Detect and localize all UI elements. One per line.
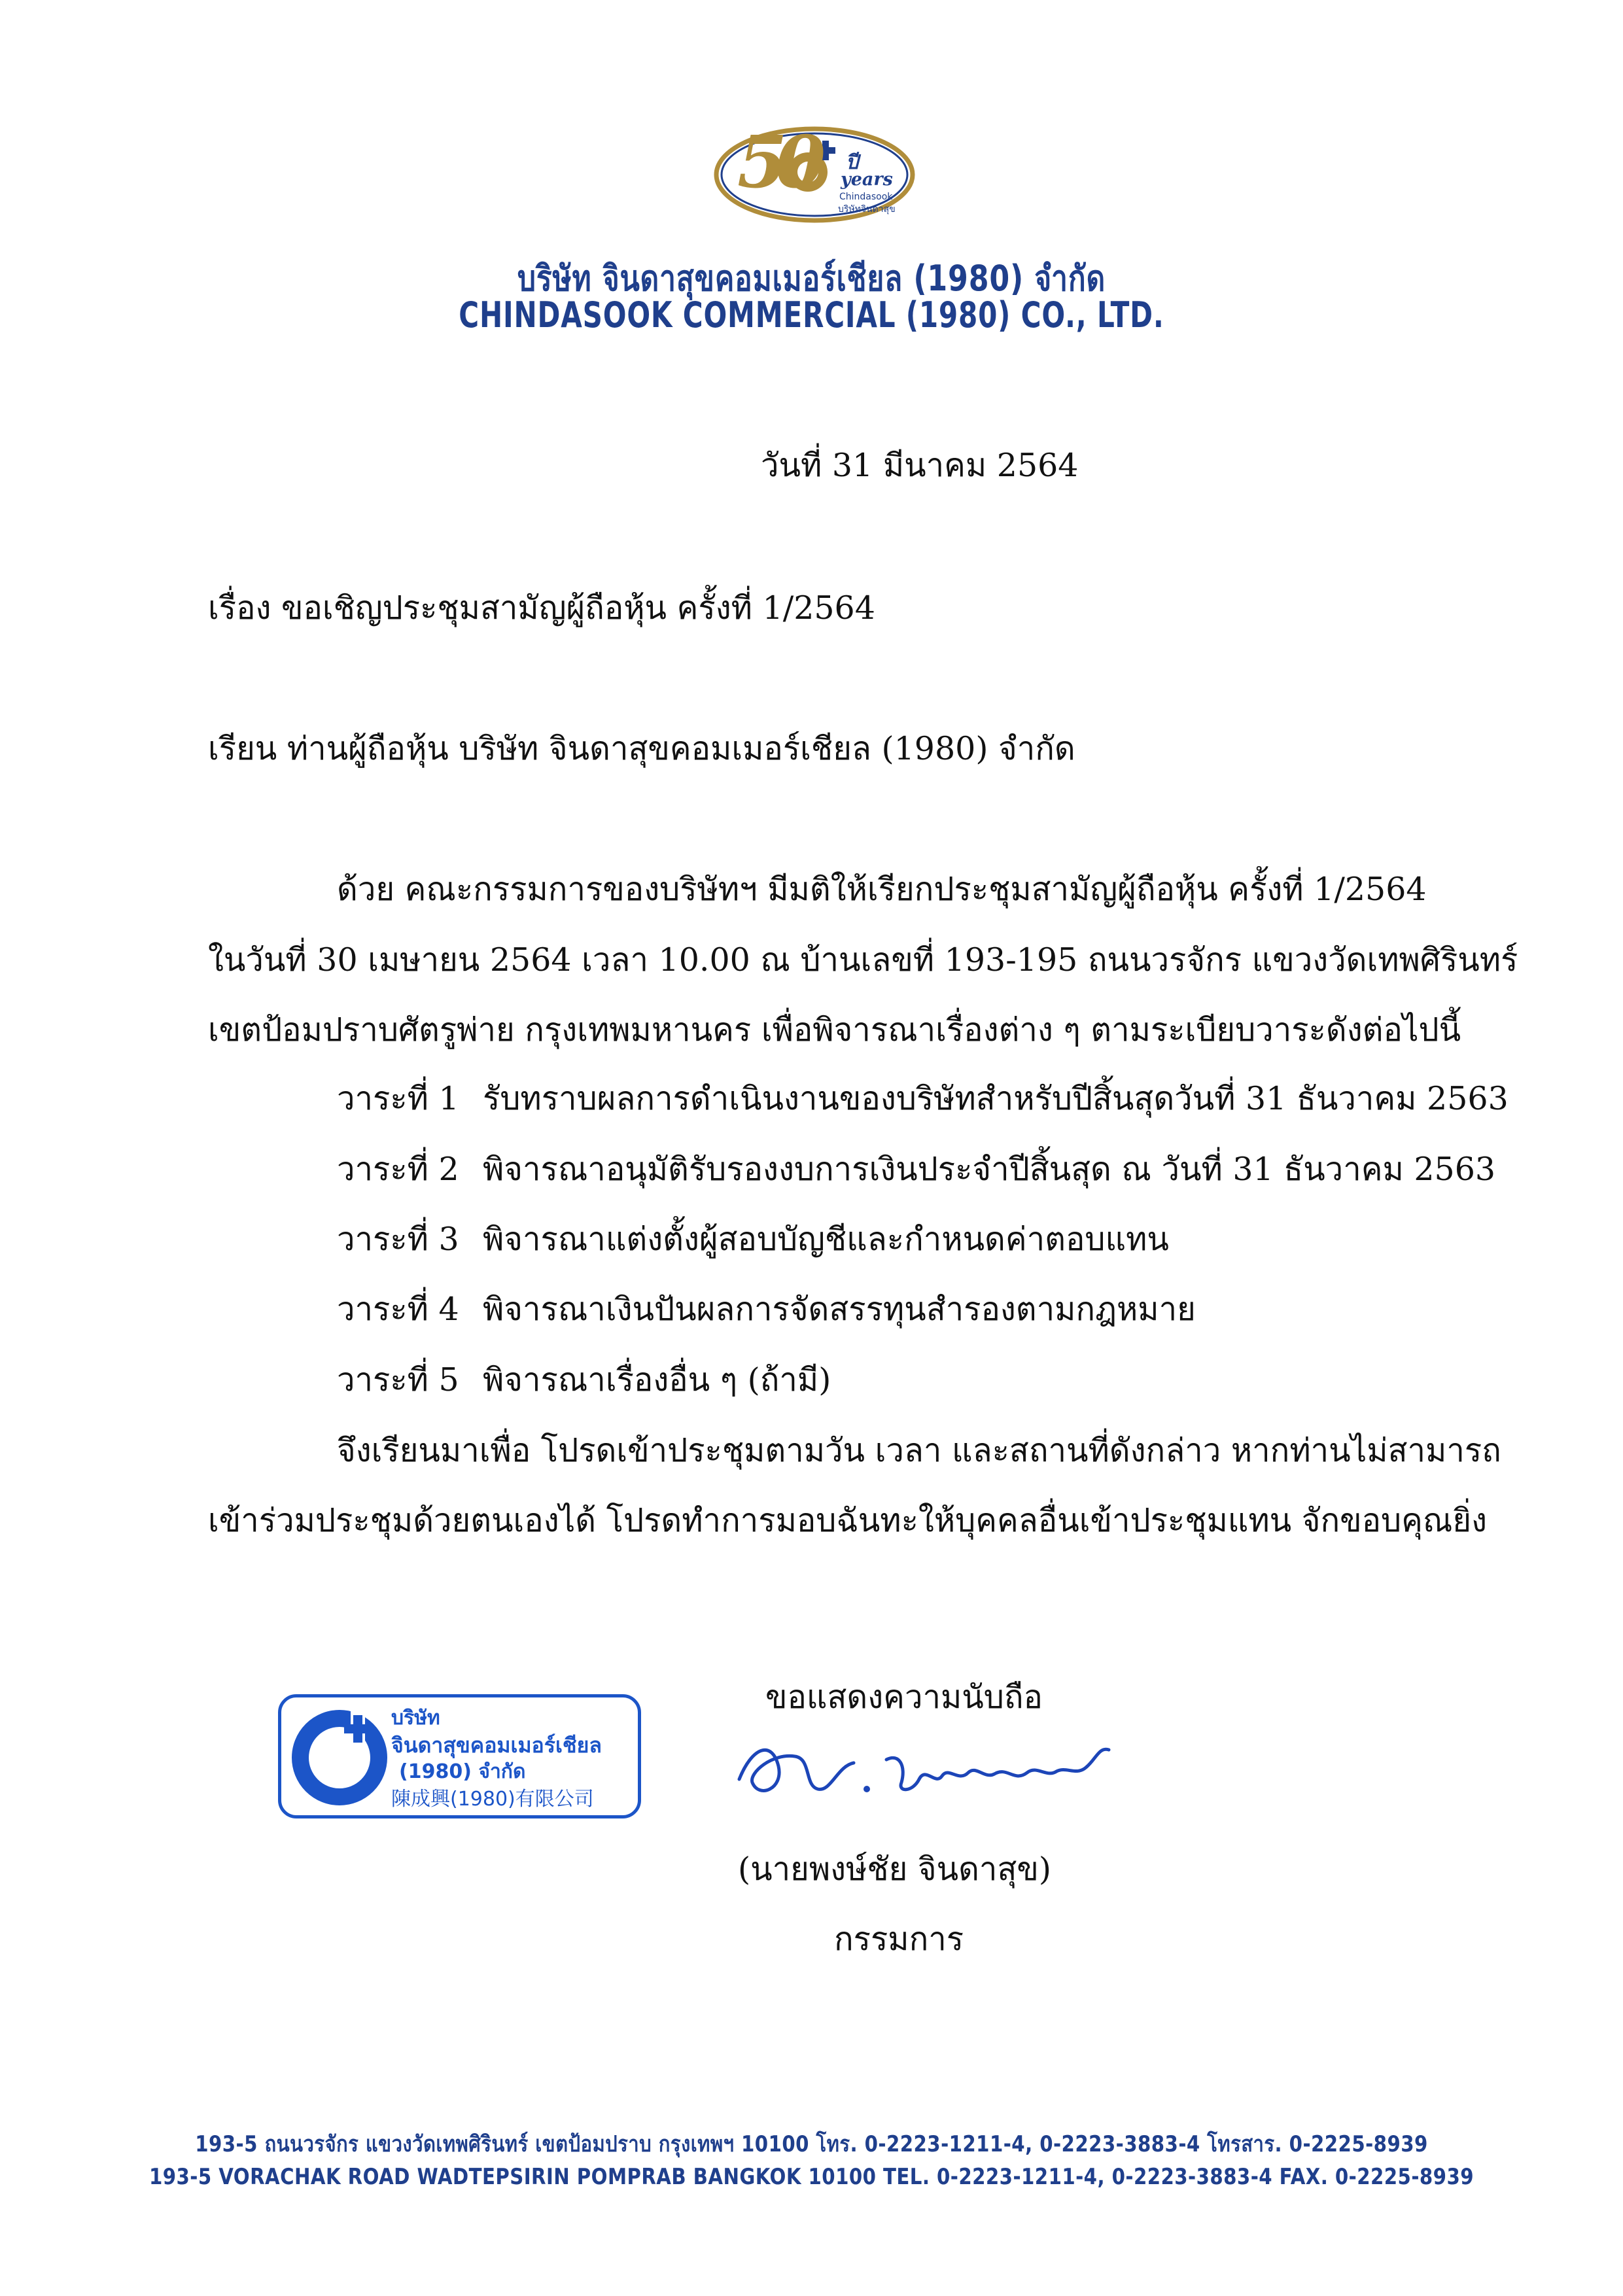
company-stamp [278, 1694, 641, 1818]
logo-years-en: years [841, 169, 893, 190]
signature [733, 1727, 1151, 1812]
agenda-number: วาระที่ 2 [337, 1151, 459, 1188]
agenda-text: พิจารณาเรื่องอื่น ๆ (ถ้ามี) [483, 1361, 831, 1399]
closing-line-2: เข้าร่วมประชุมด้วยตนเองได้ โปรดทำการมอบฉันทะให้บุคคลอื่นเข้าประชุมแทน จักขอบคุณยิ่ง [208, 1502, 1488, 1539]
letter-date: วันที่ 31 มีนาคม 2564 [761, 447, 1079, 484]
logo-brand-th: บริษัทจินดาสุข [838, 204, 896, 215]
letter-subject: เรื่อง ขอเชิญประชุมสามัญผู้ถือหุ้น ครั้งที่ 1/2564 [208, 589, 875, 627]
footer-address-english: 193-5 VORACHAK ROAD WADTEPSIRIN POMPRAB BANGKOK 10100 TEL. 0-2223-1211-4, 0-2223-3883-4 FAX. 0-2225-8939 [148, 2164, 1475, 2190]
agenda-text: พิจารณาอนุมัติรับรองงบการเงินประจำปีสิ้นสุด ณ วันที่ 31 ธันวาคม 2563 [483, 1151, 1496, 1188]
signoff-regards: ขอแสดงความนับถือ [765, 1679, 1043, 1716]
logo-number: 50 [737, 120, 814, 204]
letter-recipient: เรียน ท่านผู้ถือหุ้น บริษัท จินดาสุขคอมเมอร์เชียล (1980) จำกัด [208, 730, 1075, 767]
logo-years-th: ปี [846, 151, 859, 174]
body-line-2: ในวันที่ 30 เมษายน 2564 เวลา 10.00 ณ บ้านเลขที่ 193-195 ถนนวรจักร แขวงวัดเทพศิรินทร์ [208, 941, 1518, 979]
agenda-text: รับทราบผลการดำเนินงานของบริษัทสำหรับปีสิ้นสุดวันที่ 31 ธันวาคม 2563 [483, 1080, 1509, 1117]
stamp-line-2: จินดาสุขคอมเมอร์เชียล [391, 1733, 602, 1758]
stamp-line-3: (1980) จำกัด [399, 1760, 526, 1783]
signatory-title: กรรมการ [834, 1921, 964, 1958]
agenda-number: วาระที่ 4 [337, 1291, 459, 1328]
company-logo [710, 114, 926, 229]
agenda-number: วาระที่ 3 [337, 1221, 459, 1258]
signatory-name: (นายพงษ์ชัย จินดาสุข) [738, 1851, 1051, 1888]
agenda-number: วาระที่ 5 [337, 1361, 459, 1399]
footer-address-thai: 193-5 ถนนวรจักร แขวงวัดเทพศิรินทร์ เขตป้อมปราบ กรุงเทพฯ 10100 โทร. 0-2223-1211-4, 0-2223-3883-4 โทรสาร. 0-2225-8939 [195, 2131, 1428, 2157]
body-line-3: เขตป้อมปราบศัตรูพ่าย กรุงเทพมหานคร เพื่อพิจารณาเรื่องต่าง ๆ ตามระเบียบวาระดังต่อไปนี้ [208, 1011, 1461, 1049]
company-name-english: CHINDASOOK COMMERCIAL (1980) CO., LTD. [459, 294, 1164, 336]
agenda-text: พิจารณาแต่งตั้งผู้สอบบัญชีและกำหนดค่าตอบแทน [483, 1221, 1169, 1258]
company-name-thai: บริษัท จินดาสุขคอมเมอร์เชียล (1980) จำกัด [517, 258, 1106, 299]
stamp-line-1: บริษัท [391, 1707, 440, 1730]
stamp-logo-icon [290, 1709, 389, 1807]
signature-scribble-icon [733, 1727, 1151, 1812]
closing-line-1: จึงเรียนมาเพื่อ โปรดเข้าประชุมตามวัน เวลา และสถานที่ดังกล่าว หากท่านไม่สามารถ [337, 1432, 1501, 1469]
logo-brand-en: Chindasook [839, 192, 893, 202]
agenda-text: พิจารณาเงินปันผลการจัดสรรทุนสำรองตามกฎหมาย [483, 1291, 1196, 1328]
stamp-line-4: 陳成興(1980)有限公司 [391, 1788, 594, 1811]
body-line-1: ด้วย คณะกรรมการของบริษัทฯ มีมติให้เรียกประชุมสามัญผู้ถือหุ้น ครั้งที่ 1/2564 [337, 871, 1427, 908]
agenda-number: วาระที่ 1 [337, 1080, 459, 1117]
